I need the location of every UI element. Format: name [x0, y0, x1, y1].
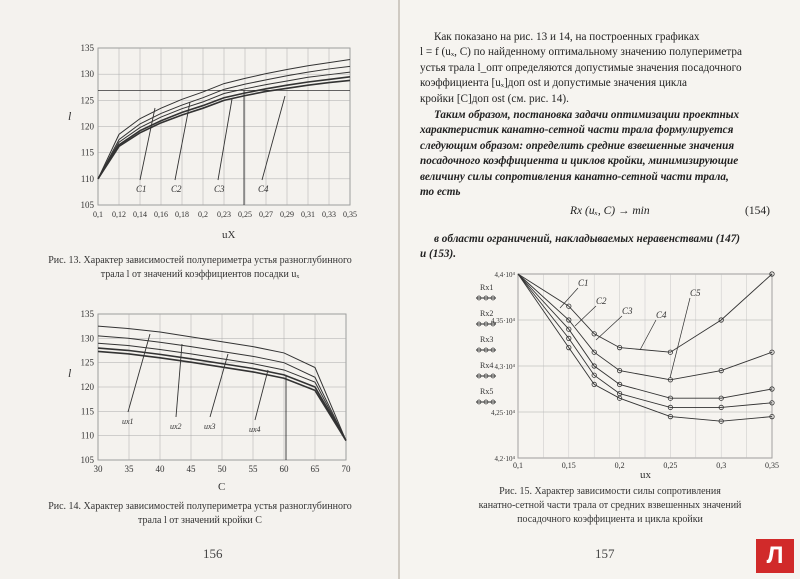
figure-13-caption-line1: Рис. 13. Характер зависимостей полупериметра устья разноглубинного — [48, 255, 352, 266]
figure-13-caption-line2: трала l от значений коэффициентов посадки uₓ — [100, 269, 300, 280]
fig15-curve-label: C5 — [690, 288, 701, 298]
fig13-curve-label: C4 — [258, 184, 269, 194]
p3-l1: в области ограничений, накладываемых неравенствами (147) — [434, 233, 741, 245]
fig13-xtick-label: 0,29 — [280, 210, 294, 219]
fig15-xlabel: ux — [640, 469, 651, 478]
formula-154: Rx (uₓ, C) → min — [570, 205, 650, 217]
fig13-xtick-label: 0,12 — [112, 210, 126, 219]
fig15-xtick-label: 0,25 — [663, 461, 678, 470]
fig14-arrow — [255, 370, 268, 420]
fig14-curve-label: ux4 — [249, 425, 261, 434]
p1-l5: кройки [C]доп ost (см. рис. 14). — [420, 92, 569, 105]
fig13-ytick-label: 135 — [80, 43, 94, 53]
p2-l4: посадочного коэффициента и циклов кройки, минимизирующие — [420, 155, 739, 168]
figure-14-caption-line2: трала l от значений кройки C — [138, 515, 262, 526]
publisher-logo: Л — [756, 539, 794, 573]
fig14-curve-label: ux1 — [122, 417, 134, 426]
fig13-curve-label: C1 — [136, 184, 147, 194]
fig14-ytick-label: 135 — [80, 309, 94, 319]
fig15-legend-label: Rx3 — [480, 335, 494, 344]
figure-13-chart — [0, 0, 398, 250]
figure-15-caption-line1: Рис. 15. Характер зависимости силы сопротивления — [499, 486, 721, 497]
fig15-curve-label: C2 — [596, 296, 607, 306]
figure-15-caption — [450, 485, 770, 527]
fig13-xtick-label: 0,1 — [93, 210, 103, 219]
fig14-xtick-label: 30 — [93, 464, 103, 474]
p1-l4: коэффициента [uₓ]доп ost и допустимые значения цикла — [420, 77, 687, 90]
fig13-ytick-label: 130 — [80, 69, 94, 80]
fig14-curve-label: ux3 — [204, 422, 216, 431]
fig14-xlabel: C — [218, 481, 226, 493]
fig15-ytick-label: 4,2·10⁴ — [494, 455, 515, 463]
fig15-xtick-label: 0,3 — [716, 461, 727, 470]
fig13-ylabel: l — [68, 109, 72, 123]
fig15-legend-label: Rx2 — [480, 309, 494, 318]
fig14-xtick-label: 65 — [310, 464, 320, 474]
figure-13-caption — [20, 254, 380, 282]
figure-15-caption-line2: канатно-сетной части трала от средних взвешенных значений — [478, 500, 742, 511]
fig13-xtick-label: 0,25 — [238, 210, 252, 219]
page-number-left: 156 — [203, 546, 223, 561]
fig14-xtick-label: 50 — [217, 464, 227, 474]
fig13-arrow — [262, 96, 285, 180]
fig14-ytick-label: 120 — [80, 382, 94, 392]
fig15-ytick-label: 4,4·10⁴ — [494, 271, 515, 279]
left-page — [0, 0, 398, 579]
equation-number: (154) — [745, 205, 770, 217]
fig13-ytick-label: 120 — [80, 121, 94, 132]
fig15-xtick-label: 0,1 — [513, 461, 523, 470]
fig15-ytick-label: 4,3·10⁴ — [494, 363, 515, 371]
figure-14-caption-line1: Рис. 14. Характер зависимостей полупериметра устья разноглубинного — [48, 501, 352, 512]
fig14-ylabel: l — [68, 366, 72, 380]
page-number-right: 157 — [595, 546, 615, 561]
fig14-ytick-label: 110 — [80, 430, 94, 441]
fig13-xtick-label: 0,14 — [133, 210, 147, 219]
fig15-ytick-label: 4,35·10⁴ — [490, 317, 515, 325]
fig13-xtick-label: 0,23 — [217, 210, 231, 219]
fig13-arrow — [140, 108, 155, 180]
paragraph-2 — [420, 108, 790, 200]
fig14-ytick-label: 105 — [80, 455, 94, 465]
fig13-curve-label: C3 — [214, 184, 225, 194]
paragraph-1 — [420, 30, 790, 107]
fig13-xtick-label: 0,16 — [154, 210, 168, 219]
fig13-curve-label: C2 — [171, 184, 182, 194]
paragraph-3 — [420, 232, 790, 263]
fig13-ytick-label: 115 — [80, 147, 94, 158]
fig14-xtick-label: 55 — [248, 464, 258, 474]
fig15-legend-label: Rx1 — [480, 283, 494, 292]
fig13-xtick-label: 0,18 — [175, 210, 189, 219]
figure-14-caption — [20, 500, 380, 528]
right-page — [400, 0, 800, 579]
p2-l1: Таким образом, постановка задачи оптимизации проектных — [434, 109, 740, 121]
fig14-ytick-label: 115 — [80, 406, 94, 417]
fig14-xtick-label: 60 — [279, 464, 289, 474]
fig14-ytick-label: 125 — [80, 357, 94, 368]
p2-l3: следующим образом: определить средние взвешенные значения — [420, 139, 735, 152]
fig13-xtick-label: 0,35 — [343, 210, 357, 219]
fig13-xtick-label: 0,33 — [322, 210, 336, 219]
fig15-legend-label: Rx5 — [480, 387, 494, 396]
fig15-curve-label: C1 — [578, 278, 589, 288]
fig14-arrow — [176, 344, 182, 417]
p2-l2: характеристик канатно-сетной части трала формулируется — [420, 124, 734, 137]
fig14-ytick-label: 130 — [80, 333, 94, 344]
fig15-curve-label: C3 — [622, 306, 633, 316]
fig15-curve-label: C4 — [656, 310, 667, 320]
fig15-leader-line — [596, 316, 622, 340]
fig15-legend-label: Rx4 — [480, 361, 494, 370]
fig14-curve-label: ux2 — [170, 422, 182, 431]
fig14-xtick-label: 45 — [186, 464, 196, 474]
fig14-xtick-label: 35 — [124, 464, 134, 474]
fig13-arrow — [218, 99, 232, 180]
figure-14-chart — [0, 292, 398, 502]
fig13-xtick-label: 0,31 — [301, 210, 315, 219]
p2-l5: величину силы сопротивления канатно-сетной части трала, — [420, 170, 729, 183]
fig13-xtick-label: 0,27 — [259, 210, 273, 219]
p2-l6: то есть — [420, 186, 461, 199]
fig13-ytick-label: 110 — [80, 173, 94, 184]
fig15-xtick-label: 0,35 — [765, 461, 779, 470]
fig13-xtick-label: 0,2 — [198, 210, 208, 219]
p1-l2: l = f (uₓ, C) по найденному оптимальному значению полупериметра — [420, 46, 742, 59]
fig15-ytick-label: 4,25·10⁴ — [490, 409, 515, 417]
fig14-xtick-label: 40 — [155, 464, 165, 474]
fig13-ytick-label: 125 — [80, 95, 94, 106]
p1-l1: Как показано на рис. 13 и 14, на построенных графиках — [434, 31, 700, 43]
fig15-xtick-label: 0,2 — [614, 461, 625, 470]
p3-l2: и (153). — [420, 248, 457, 261]
fig13-ytick-label: 105 — [80, 200, 94, 210]
figure-15-chart — [400, 268, 800, 478]
p1-l3: устья трала l_опт определяются допустимые значения посадочного — [420, 61, 742, 74]
fig15-leader-line — [640, 320, 656, 350]
fig13-xlabel: uX — [222, 229, 236, 241]
fig15-xtick-label: 0,15 — [561, 461, 576, 470]
figure-15-caption-line3: посадочного коэффициента и цикла кройки — [517, 514, 703, 525]
fig14-xtick-label: 70 — [341, 464, 351, 474]
